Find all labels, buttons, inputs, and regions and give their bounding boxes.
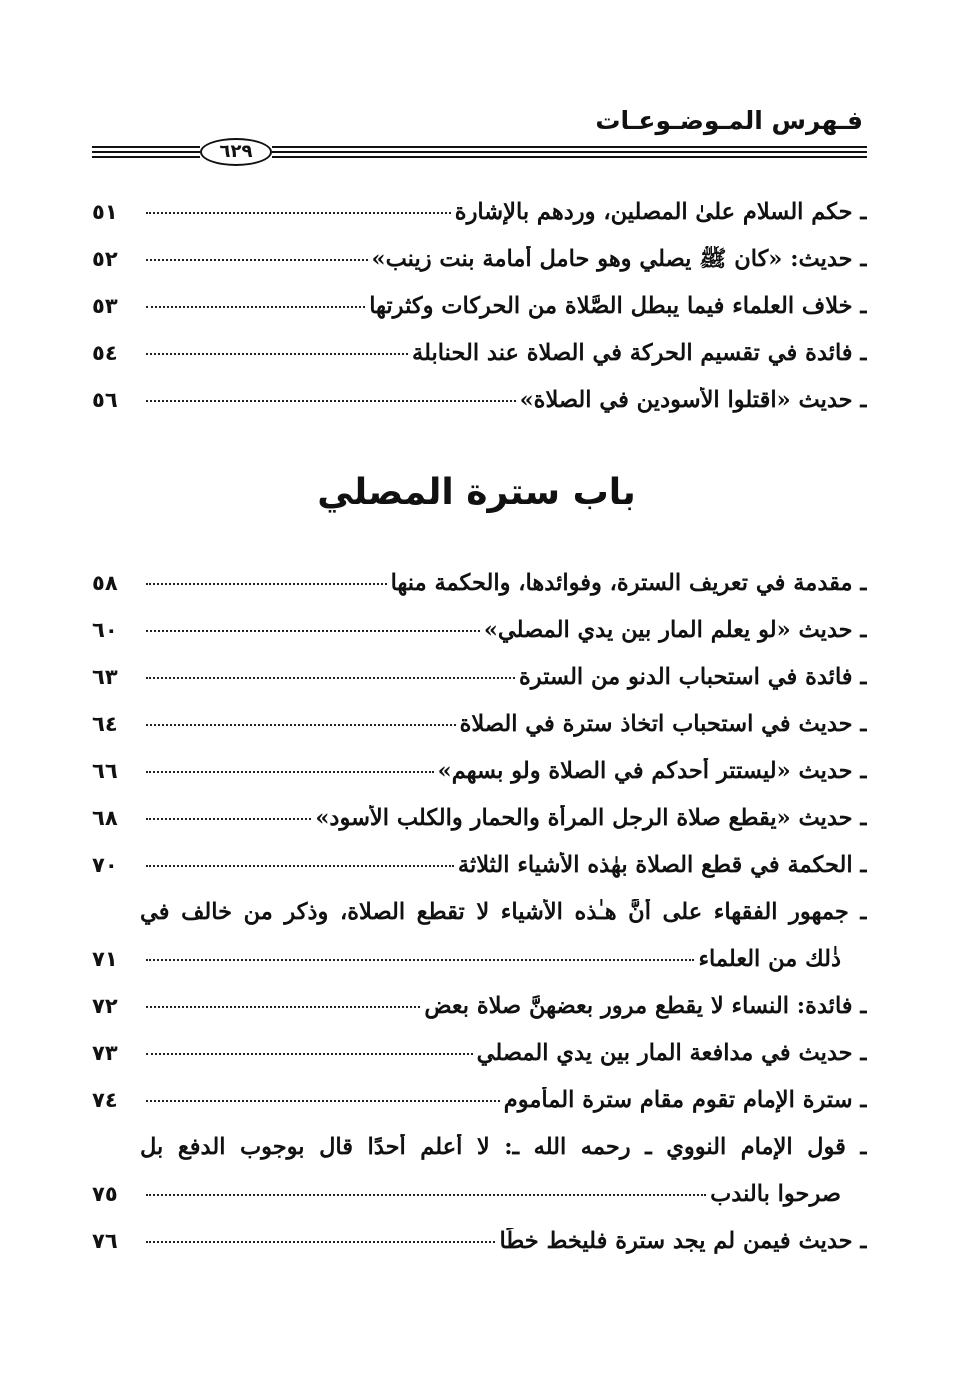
toc-entry-page: ٥٣ bbox=[92, 294, 118, 318]
toc-entry bbox=[92, 617, 867, 664]
toc-entry bbox=[92, 387, 867, 434]
toc-entry-title-line1: ـ قول الإمام النووي ـ رحمه الله ـ: لا أعلم أحدًا قال بوجوب الدفع بل bbox=[140, 1134, 867, 1160]
toc-entry-title: ـ مقدمة في تعريف السترة، وفوائدها، والحكمة منها bbox=[390, 570, 867, 596]
toc-entry-page: ٥١ bbox=[92, 200, 118, 224]
toc-list-bottom bbox=[92, 570, 867, 1275]
toc-entry bbox=[92, 1087, 867, 1134]
toc-entry-page: ٥٦ bbox=[92, 388, 118, 412]
toc-entry-page: ٧٢ bbox=[92, 994, 118, 1018]
toc-entry bbox=[92, 199, 867, 246]
toc-entry-multiline bbox=[92, 899, 867, 993]
header-rule-left bbox=[92, 146, 200, 158]
toc-entry-page: ٧١ bbox=[92, 947, 118, 971]
toc-entry bbox=[92, 293, 867, 340]
toc-entry-page: ٥٤ bbox=[92, 341, 118, 365]
toc-entry-title: ـ حديث «يقطع صلاة الرجل المرأة والحمار والكلب الأسود» bbox=[315, 805, 867, 831]
dot-leader bbox=[146, 1241, 495, 1243]
dot-leader bbox=[146, 959, 694, 961]
toc-entry-page: ٧٣ bbox=[92, 1041, 118, 1065]
toc-entry-title: ـ حديث في استحباب اتخاذ سترة في الصلاة bbox=[459, 711, 867, 737]
toc-entry bbox=[92, 758, 867, 805]
dot-leader bbox=[146, 865, 454, 867]
toc-entry bbox=[92, 1228, 867, 1275]
toc-entry-title: ـ حديث «ليستتر أحدكم في الصلاة ولو بسهم» bbox=[437, 758, 867, 784]
dot-leader bbox=[146, 212, 451, 214]
header-rule-right bbox=[272, 146, 867, 158]
toc-entry bbox=[92, 1040, 867, 1087]
toc-entry-title-line2: صرحوا بالندب bbox=[710, 1181, 841, 1207]
toc-entry-title: ـ فائدة في تقسيم الحركة في الصلاة عند الحنابلة bbox=[412, 340, 867, 366]
toc-entry-page: ٦٠ bbox=[92, 618, 118, 642]
dot-leader bbox=[146, 306, 365, 308]
toc-entry-title: ـ حكم السلام علىٰ المصلين، وردهم بالإشارة bbox=[454, 199, 867, 225]
section-heading: باب سترة المصلي bbox=[317, 472, 636, 513]
toc-entry bbox=[92, 664, 867, 711]
running-title: فـهرس المـوضـوعـات bbox=[595, 106, 863, 135]
toc-entry-title: ـ فائدة في استحباب الدنو من السترة bbox=[519, 664, 867, 690]
toc-entry-title: ـ الحكمة في قطع الصلاة بهٰذه الأشياء الثلاثة bbox=[457, 852, 867, 878]
toc-entry-multiline bbox=[92, 1134, 867, 1228]
toc-entry-line2 bbox=[92, 1181, 867, 1228]
toc-entry bbox=[92, 340, 867, 387]
dot-leader bbox=[146, 583, 387, 585]
toc-entry-title: ـ حديث «لو يعلم المار بين يدي المصلي» bbox=[483, 617, 867, 643]
dot-leader bbox=[146, 771, 434, 773]
dot-leader bbox=[146, 1006, 420, 1008]
toc-entry-page: ٥٢ bbox=[92, 247, 118, 271]
dot-leader bbox=[146, 1053, 473, 1055]
toc-entry bbox=[92, 711, 867, 758]
toc-list-top bbox=[92, 199, 867, 434]
toc-entry-page: ٦٨ bbox=[92, 806, 118, 830]
dot-leader bbox=[146, 724, 456, 726]
toc-entry-title: ـ حديث في مدافعة المار بين يدي المصلي bbox=[476, 1040, 867, 1066]
dot-leader bbox=[146, 818, 311, 820]
toc-entry-page: ٧٤ bbox=[92, 1088, 118, 1112]
toc-entry-title: ـ حديث فيمن لم يجد سترة فليخط خطًا bbox=[499, 1228, 867, 1254]
toc-entry-page: ٦٦ bbox=[92, 759, 118, 783]
toc-entry-title: ـ حديث «اقتلوا الأسودين في الصلاة» bbox=[519, 387, 867, 413]
toc-entry-title: ـ حديث: «كان ﷺ يصلي وهو حامل أُمامة بنت زينب» bbox=[371, 246, 867, 272]
toc-entry-page: ٧٦ bbox=[92, 1229, 118, 1253]
dot-leader bbox=[146, 677, 515, 679]
toc-entry-title-line2: ذٰلك من العلماء bbox=[698, 946, 841, 972]
toc-entry-page: ٥٨ bbox=[92, 571, 118, 595]
toc-entry bbox=[92, 993, 867, 1040]
toc-entry-page: ٦٤ bbox=[92, 712, 118, 736]
toc-entry bbox=[92, 852, 867, 899]
toc-entry-title-line1: ـ جمهور الفقهاء على أنَّ هـٰذه الأشياء لا تقطع الصلاة، وذكر من خالف في bbox=[140, 899, 867, 925]
dot-leader bbox=[146, 1100, 500, 1102]
dot-leader bbox=[146, 353, 408, 355]
dot-leader bbox=[146, 630, 480, 632]
toc-entry bbox=[92, 246, 867, 293]
toc-entry bbox=[92, 805, 867, 852]
toc-entry-title: ـ خلاف العلماء فيما يبطل الصَّلاة من الحركات وكثرتها bbox=[369, 293, 867, 319]
toc-entry-page: ٧٥ bbox=[92, 1182, 118, 1206]
toc-entry-title: ـ سترة الإمام تقوم مقام سترة المأموم bbox=[503, 1087, 867, 1113]
dot-leader bbox=[146, 400, 516, 402]
toc-entry-page: ٦٣ bbox=[92, 665, 118, 689]
toc-entry-page: ٧٠ bbox=[92, 853, 118, 877]
toc-entry bbox=[92, 570, 867, 617]
dot-leader bbox=[146, 1194, 706, 1196]
page-number-badge: ٦٢٩ bbox=[200, 138, 272, 166]
dot-leader bbox=[146, 259, 368, 261]
toc-entry-line2 bbox=[92, 946, 867, 993]
toc-entry-title: ـ فائدة: النساء لا يقطع مرور بعضهنَّ صلاة بعض bbox=[424, 993, 867, 1019]
